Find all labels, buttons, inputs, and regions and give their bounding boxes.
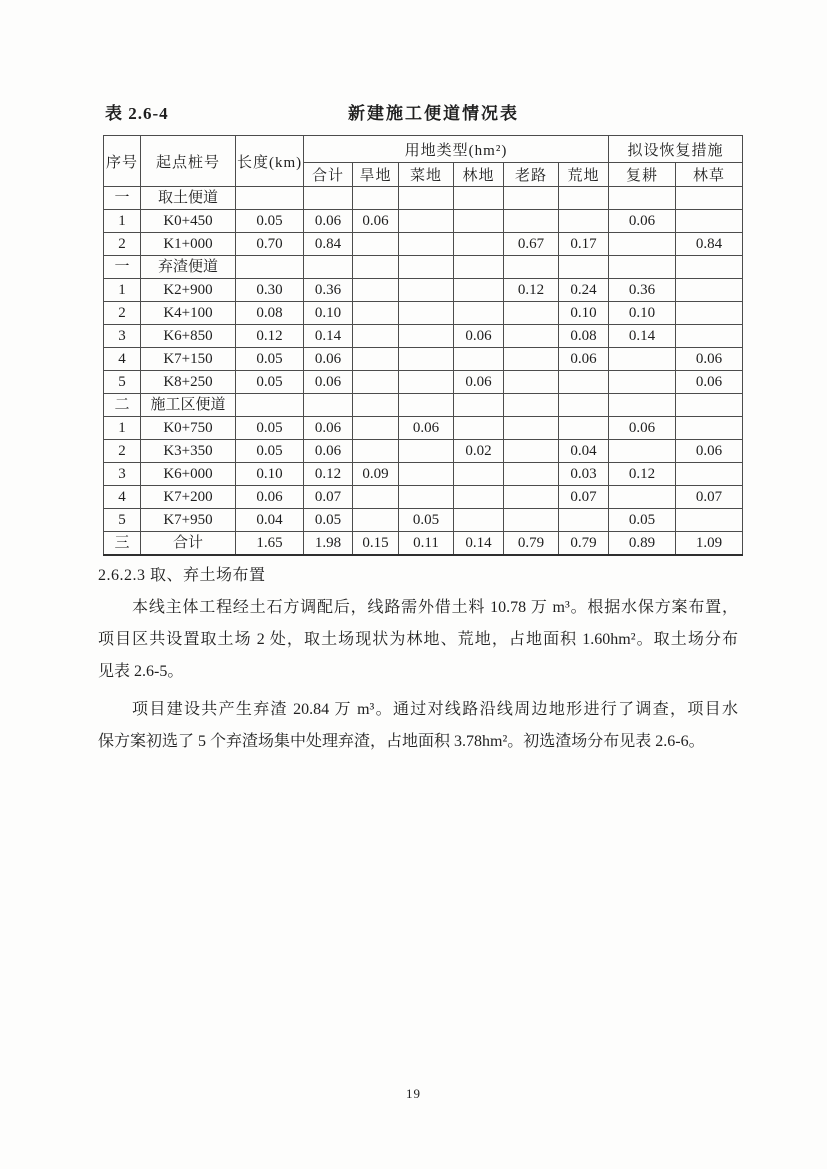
table-cell xyxy=(504,463,559,486)
table-cell: 0.84 xyxy=(304,233,353,256)
table-cell: 取土便道 xyxy=(141,187,236,210)
table-cell xyxy=(353,440,399,463)
table-cell xyxy=(399,325,454,348)
table-cell: 0.14 xyxy=(454,532,504,556)
table-cell xyxy=(454,394,504,417)
table-cell xyxy=(559,256,609,279)
table-cell xyxy=(353,233,399,256)
table-cell: 0.03 xyxy=(559,463,609,486)
table-cell xyxy=(399,486,454,509)
table-cell: 0.10 xyxy=(304,302,353,325)
table-cell xyxy=(399,256,454,279)
table-cell: 0.67 xyxy=(504,233,559,256)
table-cell xyxy=(504,302,559,325)
col-header-forestgrass: 林草 xyxy=(676,163,743,187)
table-cell xyxy=(353,509,399,532)
table-cell xyxy=(676,279,743,302)
table-cell: 0.11 xyxy=(399,532,454,556)
table-cell: 0.04 xyxy=(559,440,609,463)
table-cell: 0.05 xyxy=(609,509,676,532)
table-cell: 一 xyxy=(104,187,141,210)
construction-road-table xyxy=(103,135,743,556)
table-cell: 0.05 xyxy=(236,440,304,463)
table-cell xyxy=(454,509,504,532)
table-cell: 0.07 xyxy=(676,486,743,509)
table-cell: 0.17 xyxy=(559,233,609,256)
table-cell: 三 xyxy=(104,532,141,556)
table-cell xyxy=(559,371,609,394)
table-cell: 0.06 xyxy=(236,486,304,509)
table-cell xyxy=(559,187,609,210)
table-cell: 0.09 xyxy=(353,463,399,486)
table-cell xyxy=(609,348,676,371)
col-header-vegetable: 菜地 xyxy=(399,163,454,187)
table-cell: 0.10 xyxy=(559,302,609,325)
table-cell: 施工区便道 xyxy=(141,394,236,417)
section-row xyxy=(104,187,743,210)
table-cell: K6+850 xyxy=(141,325,236,348)
table-cell: 0.70 xyxy=(236,233,304,256)
table-cell xyxy=(559,210,609,233)
col-header-oldroad: 老路 xyxy=(504,163,559,187)
table-row xyxy=(104,509,743,532)
paragraph-line: 见表 2.6-5。 xyxy=(98,663,184,680)
section-row xyxy=(104,394,743,417)
table-cell: 0.14 xyxy=(609,325,676,348)
table-cell xyxy=(236,394,304,417)
table-cell: 5 xyxy=(104,509,141,532)
col-header-stake: 起点桩号 xyxy=(141,136,236,187)
table-cell xyxy=(504,486,559,509)
table-cell: 0.08 xyxy=(559,325,609,348)
section-row xyxy=(104,256,743,279)
table-cell: 0.05 xyxy=(399,509,454,532)
table-cell: 4 xyxy=(104,486,141,509)
col-group-recovery: 拟设恢复措施 xyxy=(609,136,743,163)
col-header-seq: 序号 xyxy=(104,136,141,187)
table-row xyxy=(104,325,743,348)
table-caption xyxy=(103,99,742,123)
table-cell: 0.06 xyxy=(609,210,676,233)
table-cell: 0.06 xyxy=(454,371,504,394)
table-cell xyxy=(676,509,743,532)
table-cell xyxy=(559,394,609,417)
table-cell xyxy=(454,233,504,256)
table-cell: 0.07 xyxy=(559,486,609,509)
table-cell: K7+200 xyxy=(141,486,236,509)
table-row xyxy=(104,371,743,394)
table-cell xyxy=(353,348,399,371)
table-cell: 0.06 xyxy=(353,210,399,233)
table-cell: 一 xyxy=(104,256,141,279)
table-cell: K7+950 xyxy=(141,509,236,532)
table-cell: K7+150 xyxy=(141,348,236,371)
table-row xyxy=(104,233,743,256)
col-header-total: 合计 xyxy=(304,163,353,187)
table-cell xyxy=(676,187,743,210)
table-cell xyxy=(609,187,676,210)
table-cell: 0.06 xyxy=(676,348,743,371)
table-cell: 二 xyxy=(104,394,141,417)
table-cell xyxy=(454,463,504,486)
table-cell xyxy=(304,256,353,279)
table-row xyxy=(104,348,743,371)
table-row xyxy=(104,279,743,302)
table-cell xyxy=(353,256,399,279)
paragraph-line: 保方案初选了 5 个弃渣场集中处理弃渣，占地面积 3.78hm²。初选渣场分布见表 2.6-6。 xyxy=(98,733,705,750)
table-cell xyxy=(676,210,743,233)
table-cell: 0.05 xyxy=(236,371,304,394)
table-cell: 0.05 xyxy=(236,348,304,371)
table-cell xyxy=(504,256,559,279)
table-cell xyxy=(454,187,504,210)
table-cell xyxy=(399,302,454,325)
table-row xyxy=(104,417,743,440)
table-cell: 0.12 xyxy=(609,463,676,486)
table-cell: 0.14 xyxy=(304,325,353,348)
table-cell xyxy=(504,348,559,371)
table-row xyxy=(104,302,743,325)
table-cell: K2+900 xyxy=(141,279,236,302)
paragraph-line: 本线主体工程经土石方调配后，线路需外借土料 10.78 万 m³。根据水保方案布置， xyxy=(132,599,738,616)
col-header-length: 长度(km) xyxy=(236,136,304,187)
table-cell: 0.06 xyxy=(609,417,676,440)
table-row xyxy=(104,440,743,463)
table-cell: 0.06 xyxy=(304,440,353,463)
table-cell: K0+450 xyxy=(141,210,236,233)
table-caption-label: 表 2.6-4 xyxy=(105,104,169,123)
table-cell: 弃渣便道 xyxy=(141,256,236,279)
table-cell xyxy=(676,394,743,417)
table-cell xyxy=(304,187,353,210)
table-cell: 0.07 xyxy=(304,486,353,509)
table-cell xyxy=(504,417,559,440)
table-cell xyxy=(454,417,504,440)
table-cell xyxy=(676,417,743,440)
table-cell xyxy=(454,302,504,325)
table-row xyxy=(104,486,743,509)
table-cell xyxy=(676,302,743,325)
table-cell: 合计 xyxy=(141,532,236,556)
table-cell: K8+250 xyxy=(141,371,236,394)
table-cell: K4+100 xyxy=(141,302,236,325)
table-cell: 0.06 xyxy=(304,371,353,394)
table-cell: 0.10 xyxy=(236,463,304,486)
table-cell: 0.05 xyxy=(304,509,353,532)
table-cell: 0.12 xyxy=(236,325,304,348)
table-cell xyxy=(504,187,559,210)
table-cell xyxy=(353,279,399,302)
table-cell: 5 xyxy=(104,371,141,394)
table-cell xyxy=(353,486,399,509)
table-cell: 0.12 xyxy=(504,279,559,302)
table-cell xyxy=(676,325,743,348)
table-cell xyxy=(454,348,504,371)
table-cell: 0.79 xyxy=(559,532,609,556)
table-cell xyxy=(399,187,454,210)
table-cell xyxy=(304,394,353,417)
table-cell xyxy=(609,486,676,509)
table-cell: 0.08 xyxy=(236,302,304,325)
table-cell xyxy=(504,394,559,417)
table-cell: 0.36 xyxy=(609,279,676,302)
table-cell: 0.84 xyxy=(676,233,743,256)
table-cell xyxy=(454,256,504,279)
table-cell xyxy=(353,371,399,394)
section-heading: 2.6.2.3 取、弃土场布置 xyxy=(98,567,266,584)
table-cell: 0.06 xyxy=(676,371,743,394)
table-cell xyxy=(353,302,399,325)
table-cell: 0.15 xyxy=(353,532,399,556)
table-cell: 0.24 xyxy=(559,279,609,302)
table-cell xyxy=(236,187,304,210)
table-cell: K6+000 xyxy=(141,463,236,486)
table-cell xyxy=(399,440,454,463)
table-cell xyxy=(399,210,454,233)
header-row-groups xyxy=(104,136,743,163)
table-cell: 2 xyxy=(104,233,141,256)
table-cell xyxy=(609,371,676,394)
table-cell: 1 xyxy=(104,210,141,233)
table-cell: 3 xyxy=(104,325,141,348)
col-header-wasteland: 荒地 xyxy=(559,163,609,187)
table-cell: 1.98 xyxy=(304,532,353,556)
table-body xyxy=(104,187,743,556)
table-cell: 2 xyxy=(104,302,141,325)
table-cell xyxy=(559,417,609,440)
table-cell: 0.06 xyxy=(304,210,353,233)
table-cell: 0.36 xyxy=(304,279,353,302)
table-cell: 0.10 xyxy=(609,302,676,325)
table-cell xyxy=(676,256,743,279)
table-cell xyxy=(399,279,454,302)
table-cell xyxy=(353,394,399,417)
table-cell xyxy=(454,486,504,509)
table-cell xyxy=(504,371,559,394)
table-cell: 1 xyxy=(104,417,141,440)
table-cell: 0.06 xyxy=(304,417,353,440)
table-cell xyxy=(676,463,743,486)
table-cell: 3 xyxy=(104,463,141,486)
table-cell xyxy=(454,279,504,302)
paragraph-line: 项目建设共产生弃渣 20.84 万 m³。通过对线路沿线周边地形进行了调查，项目水 xyxy=(132,701,738,718)
table-cell xyxy=(504,509,559,532)
table-row xyxy=(104,463,743,486)
table-cell xyxy=(504,325,559,348)
col-header-forest: 林地 xyxy=(454,163,504,187)
table-cell xyxy=(504,210,559,233)
table-cell xyxy=(399,463,454,486)
table-caption-title: 新建施工便道情况表 xyxy=(348,104,519,123)
table-cell: K1+000 xyxy=(141,233,236,256)
table-row xyxy=(104,532,743,556)
table-cell: 1.09 xyxy=(676,532,743,556)
table-cell xyxy=(609,440,676,463)
table-cell: 2 xyxy=(104,440,141,463)
body-text xyxy=(98,560,738,758)
table-cell: 0.05 xyxy=(236,417,304,440)
table-cell xyxy=(353,187,399,210)
table-cell xyxy=(399,394,454,417)
table-cell: 0.79 xyxy=(504,532,559,556)
table-cell xyxy=(609,256,676,279)
table-cell xyxy=(454,210,504,233)
table-cell: 0.89 xyxy=(609,532,676,556)
table-cell: 0.06 xyxy=(399,417,454,440)
table-cell: 0.05 xyxy=(236,210,304,233)
table-cell xyxy=(399,233,454,256)
table-cell: 0.06 xyxy=(304,348,353,371)
table-header xyxy=(104,136,743,187)
table-cell xyxy=(353,325,399,348)
table-cell xyxy=(353,417,399,440)
table-row xyxy=(104,210,743,233)
table-cell xyxy=(236,256,304,279)
table-cell: K3+350 xyxy=(141,440,236,463)
table-cell: 0.06 xyxy=(454,325,504,348)
table-cell: K0+750 xyxy=(141,417,236,440)
table-cell: 0.12 xyxy=(304,463,353,486)
table-cell: 0.02 xyxy=(454,440,504,463)
table-cell: 4 xyxy=(104,348,141,371)
table-cell: 0.06 xyxy=(676,440,743,463)
table-cell xyxy=(609,394,676,417)
table-cell: 0.04 xyxy=(236,509,304,532)
table-cell xyxy=(399,348,454,371)
table-cell xyxy=(399,371,454,394)
table-cell: 0.30 xyxy=(236,279,304,302)
table-cell: 1.65 xyxy=(236,532,304,556)
col-header-dryland: 旱地 xyxy=(353,163,399,187)
paragraph-line: 项目区共设置取土场 2 处，取土场现状为林地、荒地，占地面积 1.60hm²。取土场分布 xyxy=(98,631,738,648)
table-cell: 1 xyxy=(104,279,141,302)
col-group-landuse: 用地类型(hm²) xyxy=(304,136,609,163)
table-cell xyxy=(609,233,676,256)
table-cell: 0.06 xyxy=(559,348,609,371)
table-cell xyxy=(559,509,609,532)
page-number: 19 xyxy=(406,1086,421,1101)
table-cell xyxy=(504,440,559,463)
col-header-refarm: 复耕 xyxy=(609,163,676,187)
